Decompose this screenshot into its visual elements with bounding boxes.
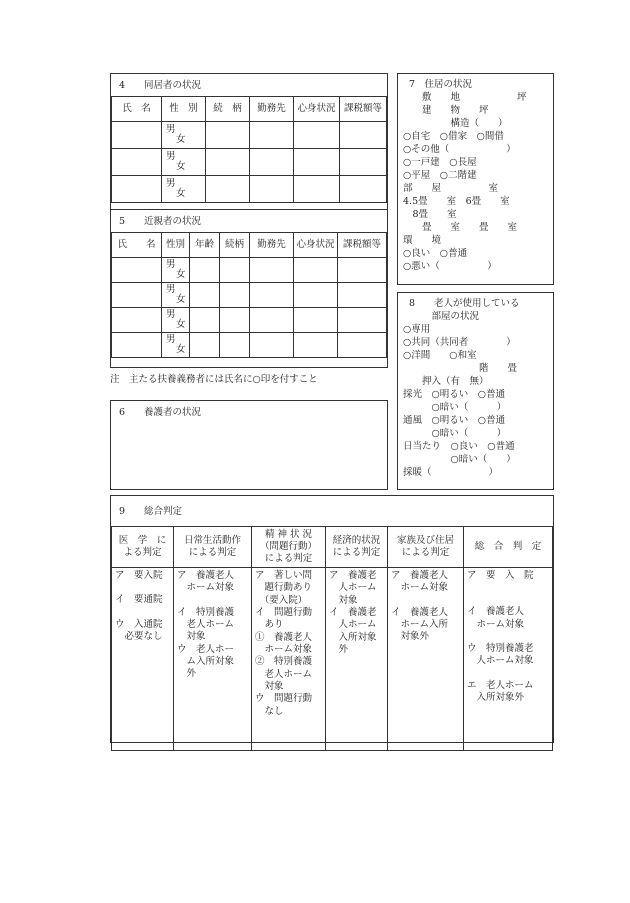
housing-lines bbox=[403, 92, 553, 274]
judgement-option bbox=[115, 607, 170, 619]
judgement-option: 入所対象外 bbox=[467, 692, 525, 704]
housing-line: ○平屋 ○二階建 bbox=[403, 170, 477, 181]
overall-judgement bbox=[464, 568, 553, 751]
table-row bbox=[112, 333, 387, 358]
judgement-option: 対象外 bbox=[391, 631, 430, 643]
judgement-option: ホーム対象 bbox=[255, 644, 313, 656]
room-line: 採暖（ ） bbox=[403, 467, 499, 478]
sex-cell[interactable]: 男 女 bbox=[162, 258, 190, 283]
housing-line: 畳 室 畳 室 bbox=[403, 222, 518, 233]
judgement-option: イ 特別養護 bbox=[177, 606, 235, 618]
judgement-option: ② 特別養護 bbox=[255, 656, 313, 668]
judgement-option: ウ 問題行動 bbox=[255, 693, 313, 705]
table-row bbox=[112, 149, 387, 176]
table-row bbox=[112, 308, 387, 333]
room-line: 通風 ○明るい ○普通 bbox=[403, 415, 506, 426]
judgement-option: 人ホーム bbox=[329, 582, 377, 594]
judgement-option bbox=[467, 594, 549, 606]
room-line: ○専用 bbox=[403, 324, 431, 335]
housing-line: 8畳 室 bbox=[403, 209, 457, 220]
judgement-option: ア 養護老人 bbox=[177, 570, 235, 581]
housing-line: ○悪い（ ） bbox=[403, 261, 497, 272]
judgement-option: ア 養護老人 bbox=[391, 570, 449, 581]
judgement-option: 対象 bbox=[255, 681, 284, 693]
header-name: 氏 名 bbox=[112, 97, 162, 122]
sex-cell[interactable]: 男 女 bbox=[162, 122, 206, 149]
room-line: 部屋の状況 bbox=[403, 311, 480, 322]
section-4-title: 4 同居者の状況 bbox=[119, 80, 202, 91]
section-7-title: 7 住居の状況 bbox=[409, 79, 473, 90]
judgement-option: 題行動あり bbox=[255, 582, 313, 594]
judgement-option: ホーム対象 bbox=[177, 582, 235, 594]
medical-judgement bbox=[112, 568, 174, 751]
judgement-option: イ 養護老人 bbox=[467, 606, 525, 618]
daily-activity-judgement bbox=[174, 568, 252, 751]
header-health: 心身状況 bbox=[294, 97, 340, 122]
sex-cell[interactable]: 男 女 bbox=[162, 308, 190, 333]
header-health: 心身状況 bbox=[294, 233, 338, 258]
judgement-option: 外 bbox=[177, 668, 197, 680]
judgement-option: ホーム対象 bbox=[391, 582, 449, 594]
room-line: ○暗い（ ） bbox=[403, 428, 507, 439]
judgement-option: ム入所対象 bbox=[177, 656, 235, 668]
judgement-option: ア 著しい問 bbox=[255, 570, 313, 581]
sex-cell[interactable]: 男 女 bbox=[162, 176, 206, 203]
housing-line: 建 物 坪 bbox=[403, 105, 489, 116]
housing-line: ○自宅 ○借家 ○間借 bbox=[403, 131, 504, 142]
judgement-option: 必要なし bbox=[115, 631, 163, 643]
judgement-option: ア 養護老 bbox=[329, 570, 377, 581]
table-row bbox=[112, 283, 387, 308]
judgement-option bbox=[115, 582, 170, 594]
table-row bbox=[112, 258, 387, 283]
header-family: 家族及び住居 による判定 bbox=[388, 527, 464, 568]
header-sex: 性 別 bbox=[162, 97, 206, 122]
relatives-table bbox=[111, 232, 387, 358]
room-line: ○共同（共同者 ） bbox=[403, 337, 516, 348]
header-daily-activity: 日常生活動作 による判定 bbox=[174, 527, 252, 568]
housing-line: 4.5畳 室 6畳 室 bbox=[403, 196, 510, 207]
judgement-option: ウ 入通院 bbox=[115, 618, 163, 630]
room-line: ○暗い（ ） bbox=[403, 402, 507, 413]
housing-line: 敷 地 坪 bbox=[403, 92, 527, 103]
judgement-option: ア 要 入 院 bbox=[467, 570, 534, 581]
family-judgement bbox=[388, 568, 464, 751]
judgement-option: ① 養護老人 bbox=[255, 631, 313, 643]
header-workplace: 勤務先 bbox=[250, 97, 294, 122]
header-relation: 続 柄 bbox=[206, 97, 250, 122]
housing-line: ○良い ○普通 bbox=[403, 248, 468, 259]
housing-line: ○その他（ ） bbox=[403, 144, 516, 155]
header-mental: 精 神 状 況 （問題行動） による判定 bbox=[252, 527, 326, 568]
judgement-option: （要入院） bbox=[255, 594, 308, 606]
room-line: ○洋間 ○和室 bbox=[403, 350, 477, 361]
room-lines bbox=[403, 311, 553, 480]
judgement-option: ア 要入院 bbox=[115, 570, 163, 581]
header-age: 年齢 bbox=[190, 233, 220, 258]
economic-judgement bbox=[326, 568, 388, 751]
header-relation: 続柄 bbox=[220, 233, 250, 258]
header-economic: 経済的状況 による判定 bbox=[326, 527, 388, 568]
judgement-option: イ 養護老 bbox=[329, 607, 377, 619]
sex-cell[interactable]: 男 女 bbox=[162, 283, 190, 308]
housing-line: 部 屋 室 bbox=[403, 183, 499, 194]
judgement-option: 対象 bbox=[177, 631, 206, 643]
section-8-room bbox=[397, 292, 554, 490]
judgement-option: 老人ホーム bbox=[255, 668, 313, 680]
mental-judgement bbox=[252, 568, 326, 751]
cohabitants-table bbox=[111, 96, 387, 203]
header-medical: 医 学 に よる判定 bbox=[112, 527, 174, 568]
judgement-option: ウ 特別養護老 bbox=[467, 643, 534, 655]
judgement-option: あり bbox=[255, 619, 284, 631]
header-overall: 総 合 判 定 bbox=[464, 527, 553, 568]
header-tax: 課税額等 bbox=[340, 97, 387, 122]
header-name: 氏 名 bbox=[112, 233, 162, 258]
judgement-option: イ 問題行動 bbox=[255, 607, 313, 619]
section-9-title: 9 総合判定 bbox=[119, 506, 183, 517]
section-5-title: 5 近親者の状況 bbox=[119, 216, 202, 227]
room-line: 採光 ○明るい ○普通 bbox=[403, 389, 506, 400]
judgement-option bbox=[467, 582, 549, 594]
section-7-housing bbox=[397, 73, 554, 285]
judgement-option: イ 要通院 bbox=[115, 594, 163, 606]
sex-cell[interactable]: 男 女 bbox=[162, 333, 190, 358]
judgement-option: 対象 bbox=[329, 594, 358, 606]
judgement-option: ウ 老人ホー bbox=[177, 643, 235, 655]
table-row bbox=[112, 176, 387, 203]
judgement-option bbox=[467, 668, 549, 680]
section-4-cohabitants bbox=[110, 73, 388, 209]
housing-line: ○一戸建 ○長屋 bbox=[403, 157, 477, 168]
housing-line: 環 境 bbox=[403, 235, 442, 246]
primary-guardian-note: 注 主たる扶養義務者には氏名に○印を付すこと bbox=[110, 374, 318, 385]
room-line: ○暗い（ ） bbox=[403, 454, 516, 465]
judgement-option bbox=[177, 595, 248, 607]
header-sex: 性別 bbox=[162, 233, 190, 258]
judgement-option: 人ホーム bbox=[329, 619, 377, 631]
judgement-option bbox=[467, 631, 549, 643]
section-5-relatives bbox=[110, 209, 388, 368]
judgement-option: ホーム対象 bbox=[467, 618, 525, 630]
room-line: 押入（有 無） bbox=[403, 376, 489, 387]
header-workplace: 勤務先 bbox=[250, 233, 294, 258]
judgement-table bbox=[111, 526, 553, 751]
sex-cell[interactable]: 男 女 bbox=[162, 149, 206, 176]
judgement-option: 入所対象 bbox=[329, 631, 377, 643]
judgement-option: 老人ホーム bbox=[177, 619, 235, 631]
judgement-option: なし bbox=[255, 705, 284, 717]
section-8-title: 8 老人が使用している bbox=[409, 298, 520, 309]
judgement-option: 人ホーム対象 bbox=[467, 655, 534, 667]
housing-line: 構造（ ） bbox=[403, 118, 508, 129]
judgement-option: ホーム入所 bbox=[391, 619, 449, 631]
section-6-title: 6 養護者の状況 bbox=[119, 407, 202, 418]
judgement-option: エ 老人ホーム bbox=[467, 679, 534, 691]
judgement-option: 外 bbox=[329, 644, 349, 656]
room-line: 階 畳 bbox=[403, 363, 518, 374]
section-9-judgement bbox=[110, 495, 554, 743]
table-row bbox=[112, 122, 387, 149]
room-line: 日当たり ○良い ○普通 bbox=[403, 441, 515, 452]
section-6-caregiver bbox=[110, 400, 388, 490]
judgement-option bbox=[391, 595, 460, 607]
judgement-option: イ 養護老人 bbox=[391, 606, 449, 618]
header-tax: 課税額等 bbox=[338, 233, 387, 258]
